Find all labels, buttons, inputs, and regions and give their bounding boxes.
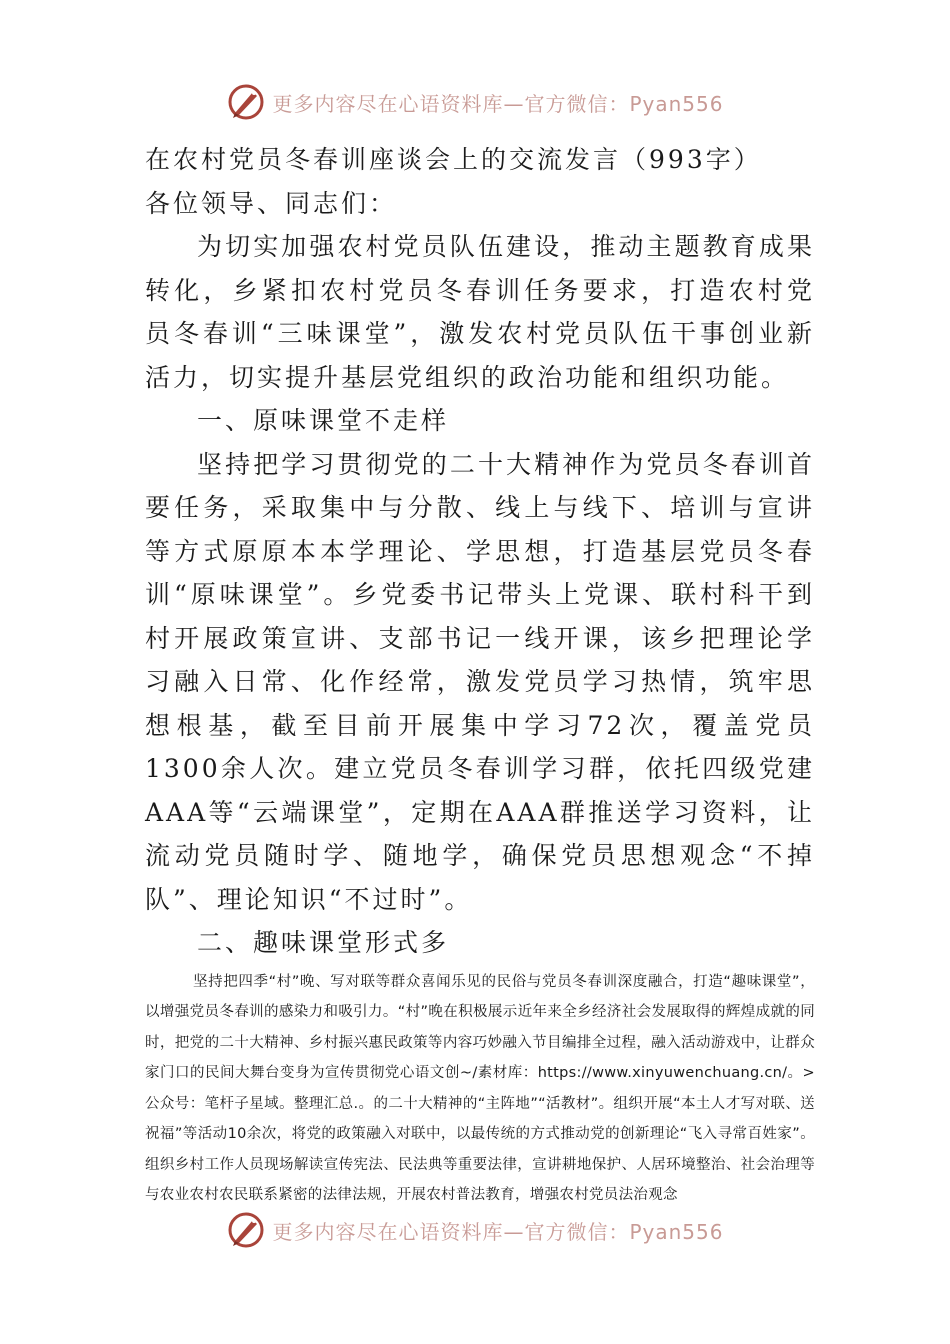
intro-paragraph: 为切实加强农村党员队伍建设，推动主题教育成果转化，乡紧扣农村党员冬春训任务要求，打造农村党员冬春训“三味课堂”，激发农村党员队伍干事创业新活力，切实提升基层党组织的政治功能和组织功能。 [145, 232, 815, 392]
document-body [145, 138, 815, 1211]
section-2-heading: 二、趣味课堂形式多 [197, 928, 450, 957]
salutation: 各位领导、同志们： [145, 188, 398, 218]
section-1-paragraph: 坚持把学习贯彻党的二十大精神作为党员冬春训首要任务，采取集中与分散、线上与线下、培训与宣讲等方式原原本本学理论、学思想，打造基层党员冬春训“原味课堂”。乡党委书记带头上党课、联村科干到村开展政策宣讲、支部书记一线开课，该乡把理论学习融入日常、化作经常，激发党员学习热情，筑牢思想根基，截至目前开展集中学习72次，覆盖党员1300余人次。建立党员冬春训学习群，依托四级党建AAA等“云端课堂”，定期在AAA群推送学习资料，让流动党员随时学、随地学，确保党员思想观念“不掉队”、理论知识“不过时”。 [145, 449, 815, 914]
header-banner [0, 80, 950, 124]
footer-banner [0, 1208, 950, 1252]
pen-nib-logo-icon [226, 1210, 266, 1250]
section-1-heading: 一、原味课堂不走样 [197, 406, 450, 435]
section-2-paragraph: 坚持把四季“村”晚、写对联等群众喜闻乐见的民俗与党员冬春训深度融合，打造“趣味课堂”，以增强党员冬春训的感染力和吸引力。“村”晚在积极展示近年来全乡经济社会发展取得的辉煌成就的同时，把党的二十大精神、乡村振兴惠民政策等内容巧妙融入节目编排全过程，融入活动游戏中，让群众家门口的民间大舞台变身为宣传贯彻党心语文创~/素材库：https://www.xinyuwenchuang.cn/。>公众号：笔杆子星域。整理汇总.。的二十大精神的“主阵地”“活教材”。组织开展“本土人才写对联、送祝福”等活动10余次，将党的政策融入对联中，以最传统的方式推动党的创新理论“飞入寻常百姓家”。组织乡村工作人员现场解读宣传宪法、民法典等重要法律，宣讲耕地保护、人居环境整治、社会治理等与农业农村农民联系紧密的法律法规，开展农村普法教育，增强农村党员法治观念 [145, 973, 815, 1203]
pen-nib-logo-icon [226, 82, 266, 122]
banner-text: 更多内容尽在心语资料库—官方微信：Pyan556 [272, 1219, 724, 1244]
banner-text: 更多内容尽在心语资料库—官方微信：Pyan556 [272, 91, 724, 116]
document-title: 在农村党员冬春训座谈会上的交流发言（993字） [145, 145, 762, 174]
